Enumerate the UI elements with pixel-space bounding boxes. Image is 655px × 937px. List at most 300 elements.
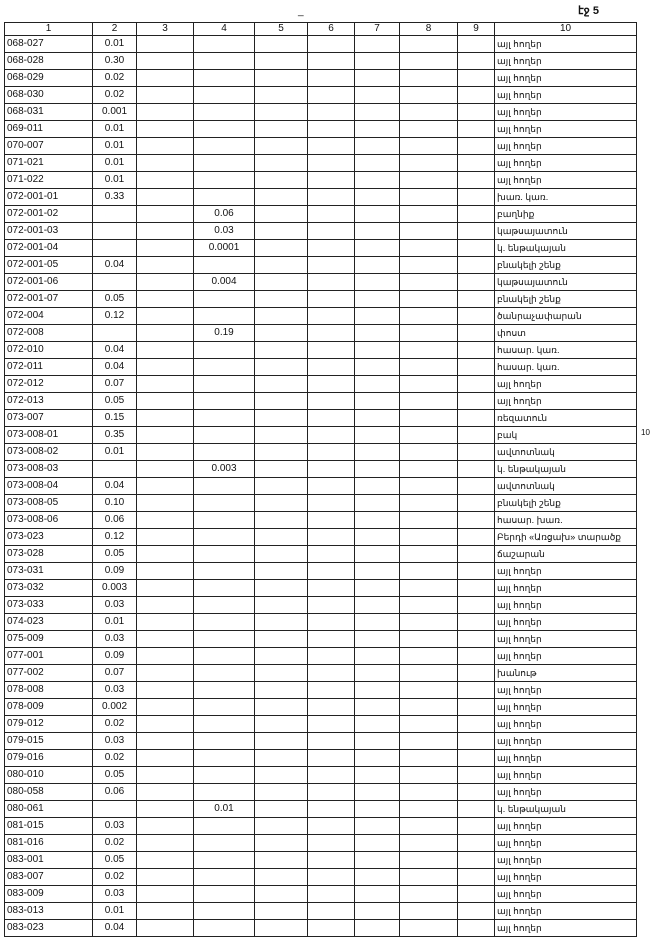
col8-value [400, 121, 458, 138]
col9-value [458, 852, 495, 869]
margin-mark: 10 [641, 428, 650, 437]
col6-value [308, 529, 355, 546]
parcel-code: 068-029 [5, 70, 93, 87]
land-use-type: այլ հողեր [495, 376, 637, 393]
col9-value [458, 733, 495, 750]
col2-value: 0.02 [93, 716, 137, 733]
col3-value [137, 376, 194, 393]
col3-value [137, 36, 194, 53]
col8-value [400, 784, 458, 801]
col8-value [400, 801, 458, 818]
col5-value [255, 495, 308, 512]
col3-value [137, 580, 194, 597]
column-header-4: 4 [194, 23, 255, 36]
col8-value [400, 835, 458, 852]
table-row [5, 155, 637, 172]
col4-value [194, 478, 255, 495]
col5-value [255, 461, 308, 478]
land-use-type: այլ հողեր [495, 903, 637, 920]
col7-value [355, 325, 400, 342]
col7-value [355, 716, 400, 733]
table-row [5, 87, 637, 104]
parcel-code: 079-012 [5, 716, 93, 733]
col3-value [137, 70, 194, 87]
col3-value [137, 818, 194, 835]
col7-value [355, 70, 400, 87]
table-row [5, 852, 637, 869]
col2-value: 0.07 [93, 376, 137, 393]
col5-value [255, 342, 308, 359]
col7-value [355, 427, 400, 444]
col5-value [255, 410, 308, 427]
col8-value [400, 223, 458, 240]
col9-value [458, 410, 495, 427]
col5-value [255, 801, 308, 818]
parcel-code: 075-009 [5, 631, 93, 648]
parcel-code: 072-001-05 [5, 257, 93, 274]
col3-value [137, 308, 194, 325]
col4-value: 0.01 [194, 801, 255, 818]
table-row [5, 920, 637, 937]
col9-value [458, 546, 495, 563]
col5-value [255, 614, 308, 631]
col7-value [355, 648, 400, 665]
col2-value: 0.05 [93, 767, 137, 784]
col6-value [308, 495, 355, 512]
col7-value [355, 920, 400, 937]
col5-value [255, 155, 308, 172]
col8-value [400, 495, 458, 512]
col4-value [194, 53, 255, 70]
col9-value [458, 70, 495, 87]
col9-value [458, 648, 495, 665]
col6-value [308, 784, 355, 801]
col8-value [400, 427, 458, 444]
col7-value [355, 138, 400, 155]
column-header-10: 10 [495, 23, 637, 36]
land-use-type: այլ հողեր [495, 580, 637, 597]
col7-value [355, 444, 400, 461]
parcel-code: 072-010 [5, 342, 93, 359]
land-use-type: այլ հողեր [495, 886, 637, 903]
parcel-code: 080-061 [5, 801, 93, 818]
col9-value [458, 36, 495, 53]
col5-value [255, 563, 308, 580]
col3-value [137, 291, 194, 308]
col7-value [355, 699, 400, 716]
parcel-code: 071-022 [5, 172, 93, 189]
table-row [5, 138, 637, 155]
col4-value [194, 767, 255, 784]
col3-value [137, 342, 194, 359]
col2-value: 0.02 [93, 750, 137, 767]
col3-value [137, 869, 194, 886]
land-use-type: այլ հողեր [495, 393, 637, 410]
col7-value [355, 597, 400, 614]
col8-value [400, 291, 458, 308]
col9-value [458, 801, 495, 818]
col7-value [355, 546, 400, 563]
land-use-type: այլ հողեր [495, 53, 637, 70]
table-row [5, 274, 637, 291]
table-row [5, 597, 637, 614]
table-row [5, 257, 637, 274]
table-row [5, 580, 637, 597]
col7-value [355, 155, 400, 172]
col6-value [308, 512, 355, 529]
col2-value: 0.02 [93, 87, 137, 104]
col4-value [194, 257, 255, 274]
col7-value [355, 767, 400, 784]
table-row [5, 291, 637, 308]
col4-value [194, 138, 255, 155]
col7-value [355, 665, 400, 682]
land-use-type: այլ հողեր [495, 750, 637, 767]
parcel-code: 079-016 [5, 750, 93, 767]
parcel-code: 073-008-03 [5, 461, 93, 478]
table-row [5, 631, 637, 648]
col6-value [308, 342, 355, 359]
col6-value [308, 767, 355, 784]
parcel-code: 068-027 [5, 36, 93, 53]
table-row [5, 342, 637, 359]
col6-value [308, 427, 355, 444]
col8-value [400, 325, 458, 342]
land-use-type: այլ հողեր [495, 36, 637, 53]
col4-value [194, 427, 255, 444]
col3-value [137, 546, 194, 563]
col5-value [255, 206, 308, 223]
column-header-9: 9 [458, 23, 495, 36]
col3-value [137, 478, 194, 495]
col7-value [355, 886, 400, 903]
table-row [5, 53, 637, 70]
col3-value [137, 801, 194, 818]
parcel-code: 073-023 [5, 529, 93, 546]
col6-value [308, 444, 355, 461]
col8-value [400, 699, 458, 716]
parcel-code: 072-004 [5, 308, 93, 325]
col7-value [355, 87, 400, 104]
land-use-type: կ. ենթակայան [495, 240, 637, 257]
col5-value [255, 121, 308, 138]
table-row [5, 70, 637, 87]
col3-value [137, 920, 194, 937]
col6-value [308, 240, 355, 257]
col4-value [194, 580, 255, 597]
col3-value [137, 393, 194, 410]
col6-value [308, 257, 355, 274]
table-row [5, 359, 637, 376]
col4-value [194, 529, 255, 546]
col2-value: 0.01 [93, 155, 137, 172]
col5-value [255, 359, 308, 376]
col2-value: 0.15 [93, 410, 137, 427]
col3-value [137, 240, 194, 257]
table-row [5, 869, 637, 886]
land-use-type: հասար. կառ. [495, 359, 637, 376]
col4-value [194, 597, 255, 614]
col7-value [355, 36, 400, 53]
parcel-code: 081-016 [5, 835, 93, 852]
parcel-code: 072-008 [5, 325, 93, 342]
column-header-1: 1 [5, 23, 93, 36]
table-row [5, 495, 637, 512]
parcel-code: 072-012 [5, 376, 93, 393]
col6-value [308, 716, 355, 733]
col8-value [400, 172, 458, 189]
col4-value [194, 376, 255, 393]
col2-value: 0.30 [93, 53, 137, 70]
col2-value: 0.02 [93, 70, 137, 87]
land-use-type: այլ հողեր [495, 733, 637, 750]
col5-value [255, 53, 308, 70]
col7-value [355, 189, 400, 206]
col8-value [400, 716, 458, 733]
col8-value [400, 274, 458, 291]
col6-value [308, 648, 355, 665]
parcel-code: 072-001-07 [5, 291, 93, 308]
col4-value [194, 342, 255, 359]
col4-value [194, 410, 255, 427]
col2-value [93, 801, 137, 818]
col8-value [400, 189, 458, 206]
col4-value [194, 393, 255, 410]
parcel-code: 072-001-04 [5, 240, 93, 257]
col6-value [308, 70, 355, 87]
col7-value [355, 903, 400, 920]
col9-value [458, 359, 495, 376]
col3-value [137, 87, 194, 104]
table-row [5, 478, 637, 495]
col3-value [137, 563, 194, 580]
col6-value [308, 886, 355, 903]
col2-value: 0.02 [93, 835, 137, 852]
col9-value [458, 869, 495, 886]
col9-value [458, 563, 495, 580]
col5-value [255, 733, 308, 750]
col2-value [93, 325, 137, 342]
col6-value [308, 563, 355, 580]
col2-value: 0.04 [93, 359, 137, 376]
col5-value [255, 87, 308, 104]
col4-value [194, 172, 255, 189]
col4-value [194, 444, 255, 461]
land-use-type: կաթսայատուն [495, 274, 637, 291]
col9-value [458, 444, 495, 461]
land-use-type: այլ հողեր [495, 597, 637, 614]
parcel-code: 081-015 [5, 818, 93, 835]
land-use-type: այլ հողեր [495, 716, 637, 733]
col5-value [255, 665, 308, 682]
col4-value [194, 87, 255, 104]
header-row [5, 23, 637, 36]
land-register-table [4, 22, 637, 937]
land-use-type: այլ հողեր [495, 835, 637, 852]
col2-value: 0.04 [93, 257, 137, 274]
col5-value [255, 886, 308, 903]
col3-value [137, 716, 194, 733]
parcel-code: 083-009 [5, 886, 93, 903]
col8-value [400, 240, 458, 257]
land-use-type: այլ հողեր [495, 70, 637, 87]
parcel-code: 073-008-04 [5, 478, 93, 495]
col9-value [458, 155, 495, 172]
land-use-type: կ. ենթակայան [495, 461, 637, 478]
column-header-7: 7 [355, 23, 400, 36]
col8-value [400, 682, 458, 699]
col6-value [308, 87, 355, 104]
col5-value [255, 189, 308, 206]
col6-value [308, 546, 355, 563]
col3-value [137, 325, 194, 342]
col8-value [400, 206, 458, 223]
col9-value [458, 767, 495, 784]
col5-value [255, 240, 308, 257]
col9-value [458, 835, 495, 852]
col8-value [400, 359, 458, 376]
parcel-code: 073-008-06 [5, 512, 93, 529]
col8-value [400, 767, 458, 784]
col8-value [400, 920, 458, 937]
col4-value [194, 665, 255, 682]
col4-value [194, 784, 255, 801]
col6-value [308, 733, 355, 750]
parcel-code: 080-058 [5, 784, 93, 801]
col9-value [458, 529, 495, 546]
col4-value [194, 733, 255, 750]
parcel-code: 071-021 [5, 155, 93, 172]
parcel-code: 083-023 [5, 920, 93, 937]
table-row [5, 444, 637, 461]
parcel-code: 068-028 [5, 53, 93, 70]
col7-value [355, 614, 400, 631]
col8-value [400, 614, 458, 631]
col5-value [255, 818, 308, 835]
table-row [5, 461, 637, 478]
parcel-code: 068-031 [5, 104, 93, 121]
land-use-type: այլ հողեր [495, 818, 637, 835]
col7-value [355, 359, 400, 376]
col4-value [194, 512, 255, 529]
col8-value [400, 597, 458, 614]
col2-value: 0.03 [93, 597, 137, 614]
table-row [5, 682, 637, 699]
col7-value [355, 563, 400, 580]
col8-value [400, 869, 458, 886]
land-use-type: Բերդի «Առցախ» տարածք [495, 529, 637, 546]
col8-value [400, 342, 458, 359]
land-use-type: բաղնիք [495, 206, 637, 223]
col6-value [308, 138, 355, 155]
col4-value [194, 648, 255, 665]
col8-value [400, 546, 458, 563]
col9-value [458, 325, 495, 342]
col6-value [308, 410, 355, 427]
col9-value [458, 699, 495, 716]
col5-value [255, 257, 308, 274]
col7-value [355, 784, 400, 801]
col8-value [400, 308, 458, 325]
col5-value [255, 376, 308, 393]
col5-value [255, 546, 308, 563]
col6-value [308, 614, 355, 631]
col9-value [458, 240, 495, 257]
col2-value: 0.03 [93, 682, 137, 699]
col3-value [137, 529, 194, 546]
col7-value [355, 291, 400, 308]
land-use-type: խանութ [495, 665, 637, 682]
col7-value [355, 257, 400, 274]
col3-value [137, 733, 194, 750]
col6-value [308, 325, 355, 342]
col9-value [458, 206, 495, 223]
col3-value [137, 784, 194, 801]
col9-value [458, 172, 495, 189]
col5-value [255, 631, 308, 648]
table-row [5, 648, 637, 665]
parcel-code: 073-033 [5, 597, 93, 614]
col6-value [308, 189, 355, 206]
col7-value [355, 308, 400, 325]
col6-value [308, 155, 355, 172]
col3-value [137, 682, 194, 699]
col6-value [308, 920, 355, 937]
col2-value: 0.01 [93, 444, 137, 461]
col5-value [255, 580, 308, 597]
col2-value: 0.01 [93, 36, 137, 53]
col2-value: 0.002 [93, 699, 137, 716]
col3-value [137, 121, 194, 138]
col4-value: 0.19 [194, 325, 255, 342]
col3-value [137, 631, 194, 648]
table-body [5, 36, 637, 937]
col8-value [400, 733, 458, 750]
col2-value: 0.01 [93, 903, 137, 920]
col6-value [308, 206, 355, 223]
col4-value [194, 121, 255, 138]
col5-value [255, 716, 308, 733]
col5-value [255, 767, 308, 784]
col9-value [458, 342, 495, 359]
col4-value [194, 104, 255, 121]
land-use-type: խառ. կառ. [495, 189, 637, 206]
land-use-type: կաթսայատուն [495, 223, 637, 240]
col5-value [255, 903, 308, 920]
col9-value [458, 631, 495, 648]
col7-value [355, 818, 400, 835]
col4-value [194, 920, 255, 937]
table-row [5, 189, 637, 206]
land-use-type: այլ հողեր [495, 563, 637, 580]
table-row [5, 716, 637, 733]
col7-value [355, 750, 400, 767]
col8-value [400, 665, 458, 682]
land-use-type: բնակելի շենք [495, 257, 637, 274]
land-use-type: ավտոտնակ [495, 478, 637, 495]
col5-value [255, 274, 308, 291]
col7-value [355, 801, 400, 818]
col4-value [194, 359, 255, 376]
col8-value [400, 87, 458, 104]
parcel-code: 073-007 [5, 410, 93, 427]
table-row [5, 801, 637, 818]
parcel-code: 077-001 [5, 648, 93, 665]
col4-value [194, 495, 255, 512]
col7-value [355, 342, 400, 359]
col4-value [194, 546, 255, 563]
col7-value [355, 529, 400, 546]
